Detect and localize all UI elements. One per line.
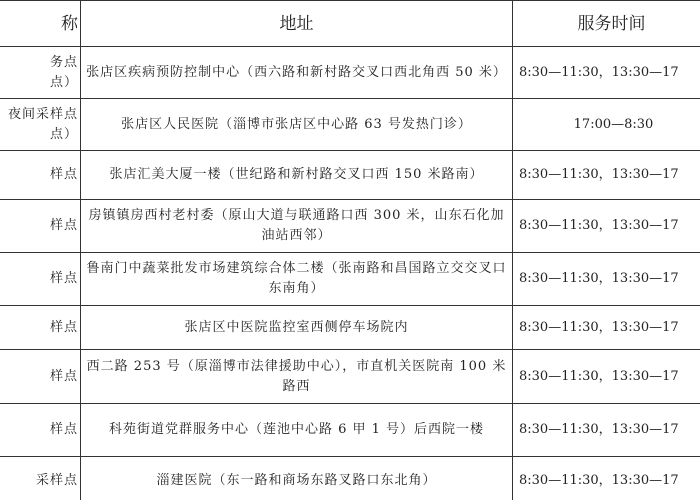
service-time: 8:30—11:30，13:30—17: [513, 253, 700, 306]
service-time: 8:30—11:30，13:30—17: [513, 306, 700, 350]
site-name: 务点: [49, 54, 78, 70]
header-address: 地址: [81, 1, 513, 47]
table-header-row: [0, 1, 700, 47]
site-name: 样点: [0, 306, 81, 350]
site-name-cell: [0, 47, 81, 99]
table-row: [0, 457, 700, 500]
table-row: [0, 151, 700, 200]
service-time: 8:30—11:30，13:30—17: [513, 404, 700, 457]
header-time: 服务时间: [513, 1, 700, 47]
site-address: 西二路 253 号（原淄博市法律援助中心），市直机关医院南 100 米路西: [81, 350, 513, 404]
site-name: 样点: [0, 253, 81, 306]
table-row: [0, 404, 700, 457]
service-time: 8:30—11:30，13:30—17: [513, 457, 700, 500]
site-name-suffix: 点）: [49, 126, 78, 142]
site-name-suffix: 点）: [49, 74, 78, 90]
site-address: 张店区人民医院（淄博市张店区中心路 63 号发热门诊）: [81, 99, 513, 151]
site-address: 鲁南门中蔬菜批发市场建筑综合体二楼（张南路和昌国路立交交叉口东南角）: [81, 253, 513, 306]
table-row: [0, 47, 700, 99]
site-address: 淄建医院（东一路和商场东路叉路口东北角）: [81, 457, 513, 500]
site-address: 张店汇美大厦一楼（世纪路和新村路交叉口西 150 米路南）: [81, 151, 513, 200]
site-name: 样点: [0, 200, 81, 253]
table-row: [0, 99, 700, 151]
site-name: 样点: [0, 151, 81, 200]
site-address: 房镇镇房西村老村委（原山大道与联通路口西 300 米，山东石化加油站西邻）: [81, 200, 513, 253]
site-address: 张店区中医院监控室西侧停车场院内: [81, 306, 513, 350]
service-time: 8:30—11:30，13:30—17: [513, 200, 700, 253]
service-time: 8:30—11:30，13:30—17: [513, 47, 700, 99]
site-address: 科苑街道党群服务中心（莲池中心路 6 甲 1 号）后西院一楼: [81, 404, 513, 457]
service-time: 17:00—8:30: [513, 99, 700, 151]
table-row: [0, 200, 700, 253]
table-row: [0, 350, 700, 404]
site-name: 样点: [0, 404, 81, 457]
service-time: 8:30—11:30，13:30—17: [513, 350, 700, 404]
site-name: 样点: [0, 350, 81, 404]
table-row: [0, 306, 700, 350]
table-row: [0, 253, 700, 306]
site-name-cell: [0, 99, 81, 151]
site-name: 采样点: [0, 457, 81, 500]
site-name: 夜间采样点: [7, 106, 78, 122]
service-time: 8:30—11:30，13:30—17: [513, 151, 700, 200]
header-name: 称: [0, 1, 81, 47]
site-address: 张店区疾病预防控制中心（西六路和新村路交叉口西北角西 50 米）: [81, 47, 513, 99]
